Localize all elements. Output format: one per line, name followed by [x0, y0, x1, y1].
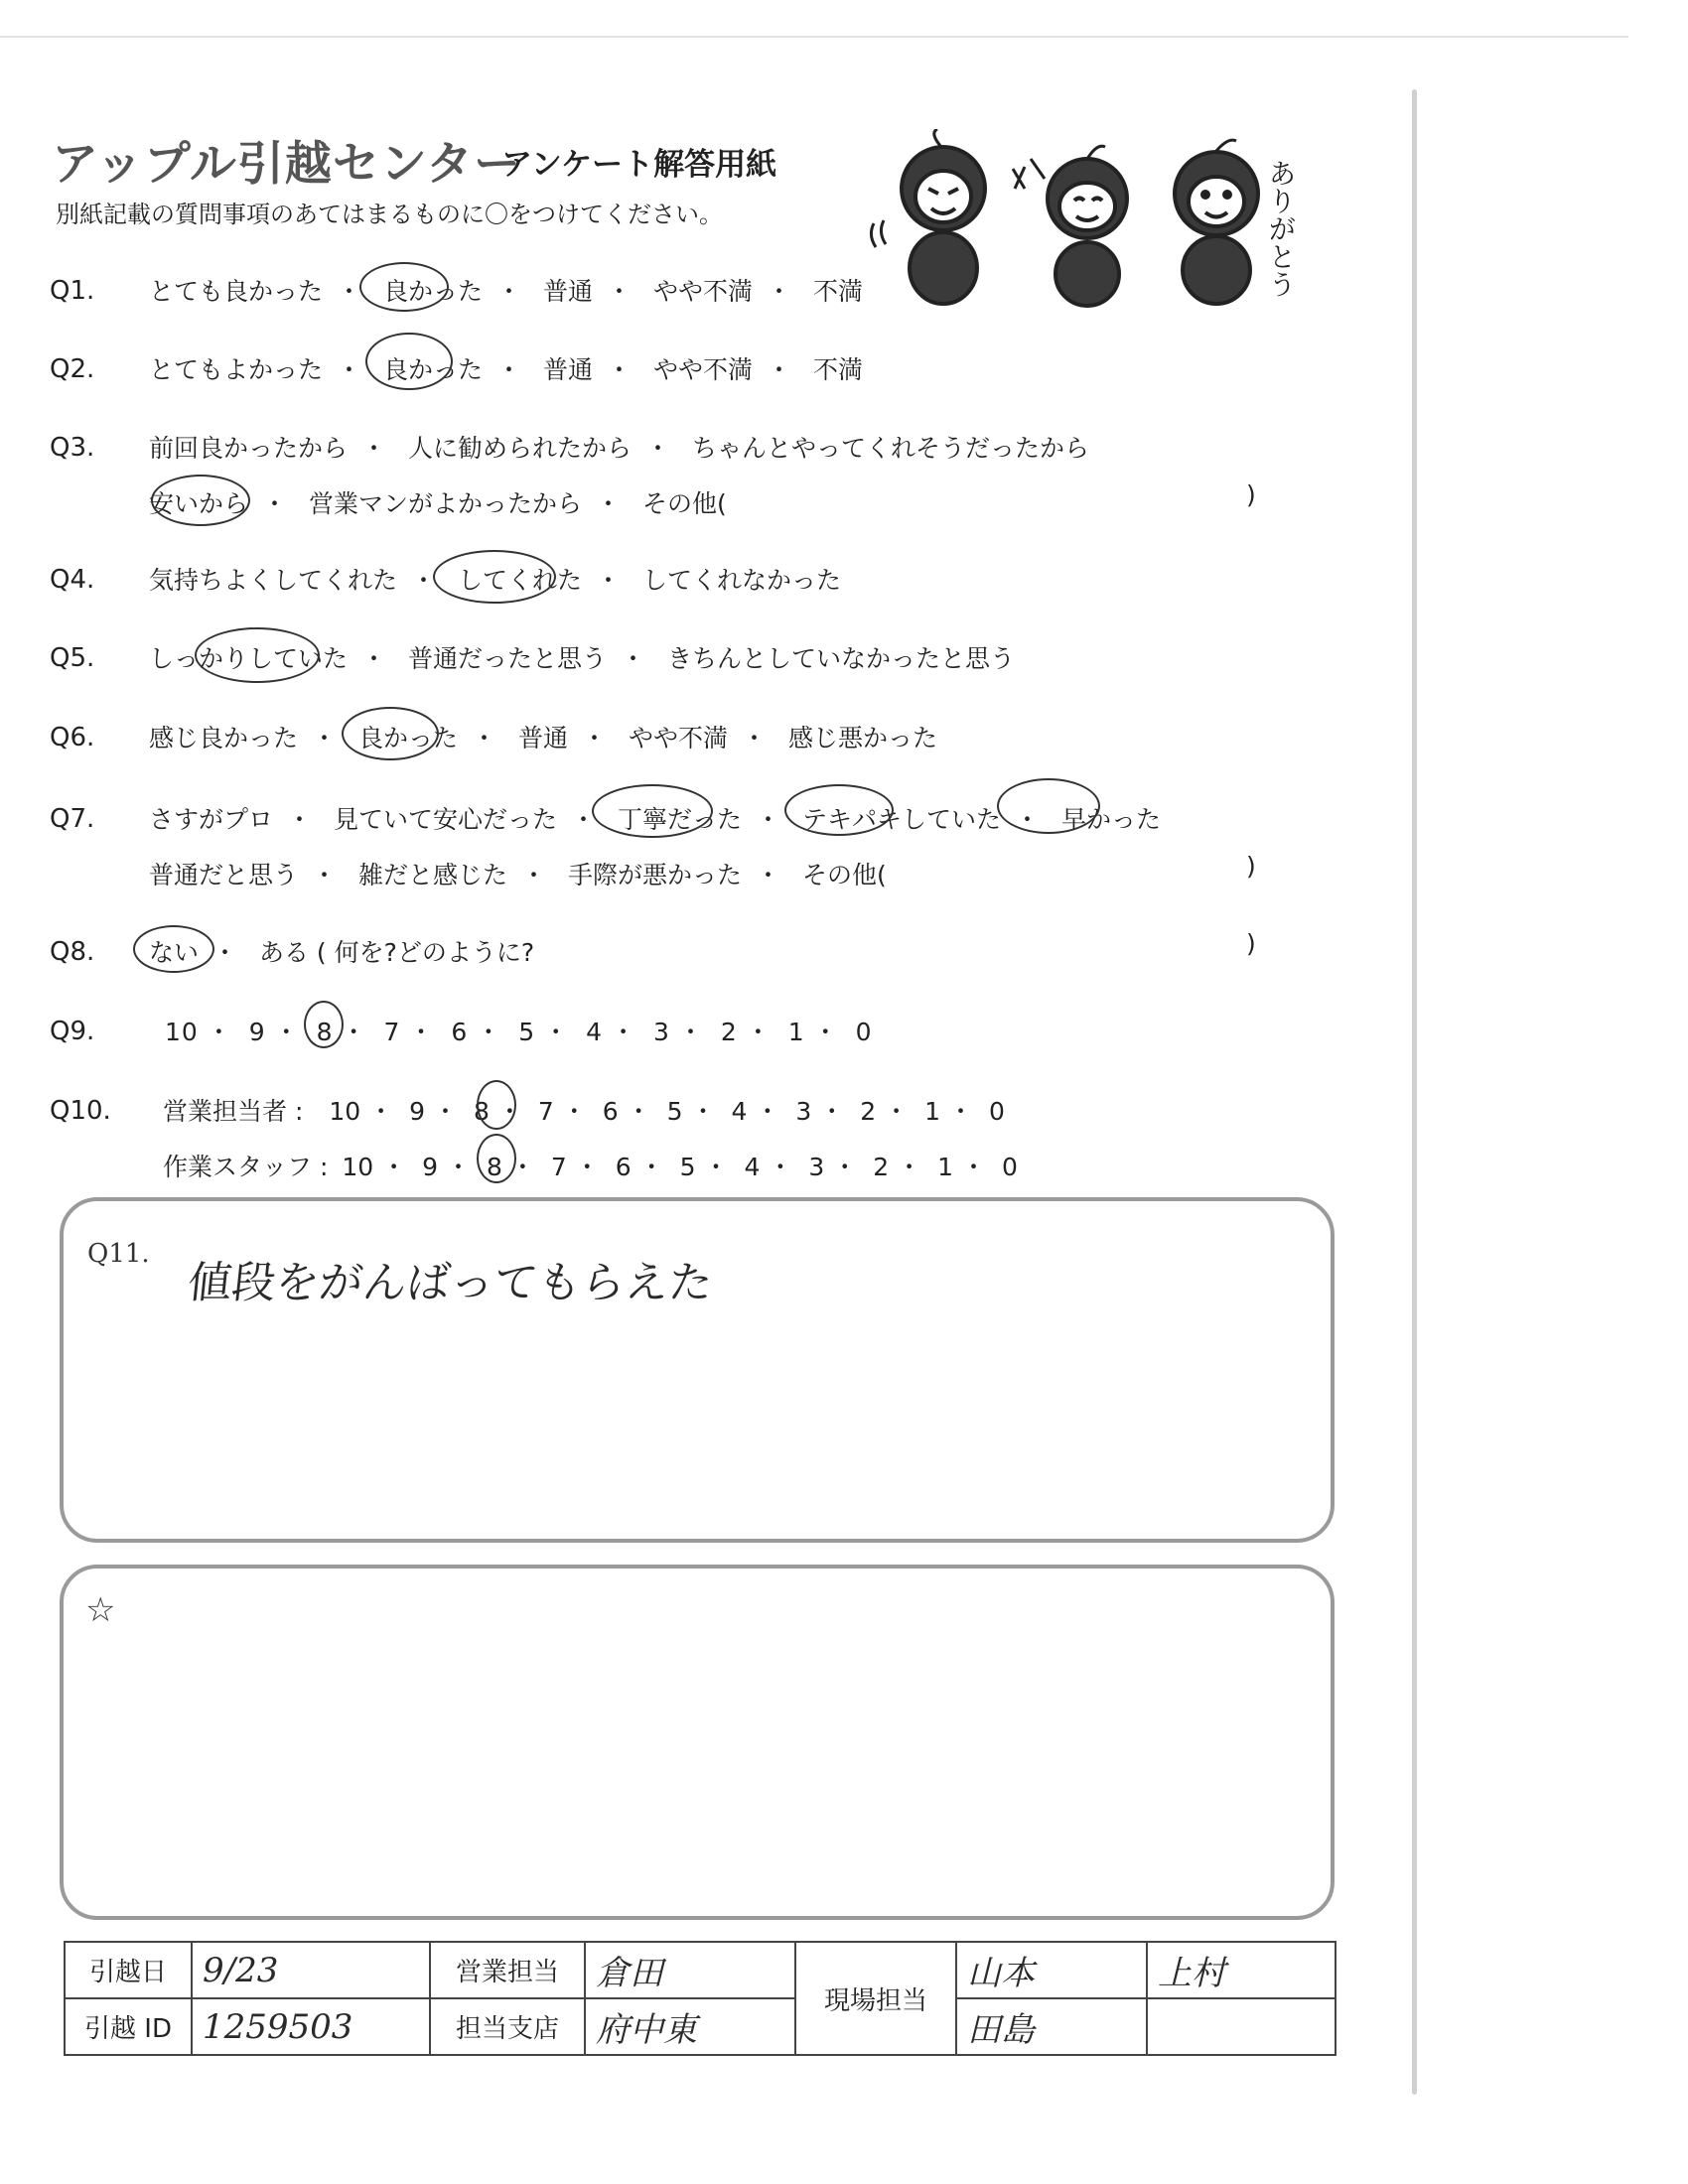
score[interactable]: 7	[383, 1018, 401, 1046]
score[interactable]: 6	[451, 1018, 469, 1046]
monkey-1-icon	[871, 129, 985, 304]
q5-label: Q5.	[50, 643, 95, 673]
option[interactable]: 雑だと感じた	[357, 861, 507, 889]
scan-edge-right	[1412, 89, 1417, 2095]
q9-answer-circle	[304, 1001, 344, 1048]
score[interactable]: 3	[653, 1018, 670, 1046]
q6-label: Q6.	[50, 723, 95, 752]
option[interactable]: 丁寧だった	[617, 805, 742, 834]
score[interactable]: 9	[422, 1153, 439, 1181]
score[interactable]: 2	[873, 1153, 890, 1181]
option[interactable]: ある ( 何を?どのように?	[258, 938, 535, 967]
score[interactable]: 1	[787, 1018, 805, 1046]
option[interactable]: さすがプロ	[149, 805, 274, 834]
option[interactable]: 普通だと思う	[149, 861, 299, 889]
q11-comment-box[interactable]	[60, 1197, 1335, 1543]
score[interactable]: 10	[329, 1097, 361, 1126]
q3-options-line2: 安いから ・ 営業マンがよかったから ・ その他(	[149, 484, 727, 520]
q8-label: Q8.	[50, 937, 95, 967]
q9-label: Q9.	[50, 1017, 95, 1046]
q7-options-line2: 普通だと思う ・ 雑だと感じた ・ 手際が悪かった ・ その他(	[149, 856, 887, 891]
q3-close-paren: )	[1246, 480, 1256, 509]
q6-options: 感じ良かった ・ 良かった ・ 普通 ・ やや不満 ・ 感じ悪かった	[149, 719, 937, 754]
option[interactable]: ちゃんとやってくれそうだったから	[691, 434, 1089, 463]
score[interactable]: 4	[731, 1097, 748, 1126]
site-staff-1[interactable]: 山本	[956, 1942, 1147, 1998]
option[interactable]: 早かった	[1060, 805, 1161, 834]
option[interactable]: 見ていて安心だった	[333, 805, 557, 834]
option[interactable]: テキパキしていた	[801, 805, 1001, 834]
scan-edge-top	[0, 36, 1628, 38]
score[interactable]: 5	[666, 1097, 683, 1126]
score[interactable]: 1	[937, 1153, 954, 1181]
q3-answer-circle	[151, 475, 250, 526]
company-name: アップル引越センター	[52, 137, 521, 192]
score[interactable]: 7	[550, 1153, 567, 1181]
site-staff-4[interactable]	[1147, 1998, 1336, 2055]
q7-label: Q7.	[50, 804, 95, 834]
q7-answer-circle-3	[997, 778, 1100, 834]
score[interactable]: 1	[924, 1097, 941, 1126]
move-info-table	[64, 1941, 1336, 2056]
option[interactable]: きちんとしていなかったと思う	[666, 644, 1015, 673]
option[interactable]: 普通	[542, 277, 593, 306]
q3-label: Q3.	[50, 433, 95, 463]
score[interactable]: 3	[795, 1097, 812, 1126]
score[interactable]: 8	[316, 1018, 334, 1046]
option[interactable]: 不満	[812, 355, 863, 384]
option[interactable]: とても良かった	[149, 277, 324, 306]
move-id-value[interactable]: 1259503	[192, 1998, 430, 2055]
q7-options-line1: さすがプロ ・ 見ていて安心だった ・ 丁寧だった ・ テキパキしていた ・ 早かった	[149, 800, 1161, 836]
option[interactable]: その他(	[641, 489, 727, 518]
option[interactable]: とてもよかった	[149, 355, 324, 384]
score[interactable]: 6	[602, 1097, 619, 1126]
site-staff-label: 現場担当	[795, 1942, 956, 2055]
option[interactable]: その他(	[801, 861, 887, 889]
q8-options: ない ・ ある ( 何を?どのように?	[149, 933, 534, 969]
option[interactable]: 感じ良かった	[149, 724, 299, 752]
monkey-mascots-illustration	[854, 129, 1321, 308]
option[interactable]: 前回良かったから	[149, 434, 349, 463]
q7-answer-circle-1	[592, 784, 713, 838]
option[interactable]: 普通	[517, 724, 568, 752]
option[interactable]: しっかりしていた	[149, 644, 349, 673]
star-icon: ☆	[85, 1590, 116, 1630]
score[interactable]: 8	[473, 1097, 490, 1126]
q3-options-line1: 前回良かったから ・ 人に勧められたから ・ ちゃんとやってくれそうだったから	[149, 429, 1089, 465]
option[interactable]: してくれた	[457, 566, 582, 595]
work-staff-label: 作業スタッフ :	[163, 1153, 329, 1181]
q1-label: Q1.	[50, 276, 95, 306]
free-comment-box[interactable]	[60, 1565, 1335, 1920]
score[interactable]: 0	[988, 1097, 1005, 1126]
q10-work-staff-options: 作業スタッフ : 10 ・ 9 ・ 8 ・ 7 ・ 6 ・ 5 ・ 4 ・ 3 ・ 2 ・ 1 ・ 0	[163, 1148, 1018, 1183]
option[interactable]: 安いから	[149, 489, 249, 518]
score[interactable]: 4	[586, 1018, 604, 1046]
site-staff-3[interactable]: 田島	[956, 1998, 1147, 2055]
branch-value[interactable]: 府中東	[585, 1998, 795, 2055]
q1-answer-circle	[359, 262, 449, 312]
option[interactable]: 普通	[542, 355, 593, 384]
option[interactable]: 感じ悪かった	[787, 724, 937, 752]
option[interactable]: 良かった	[357, 724, 458, 752]
q7-answer-circle-2	[784, 784, 894, 836]
sales-rep-label: 営業担当	[430, 1942, 585, 1998]
q10-sales-options: 営業担当者 : 10 ・ 9 ・ 8 ・ 7 ・ 6 ・ 5 ・ 4 ・ 3 ・ 2 ・ 1 ・ 0	[163, 1092, 1005, 1128]
q4-options: 気持ちよくしてくれた ・ してくれた ・ してくれなかった	[149, 561, 841, 597]
thanks-text: ありがとう	[1264, 159, 1298, 298]
q6-answer-circle	[342, 707, 439, 760]
option[interactable]: 人に勧められたから	[407, 434, 632, 463]
q1-options: とても良かった ・ 良かった ・ 普通 ・ やや不満 ・ 不満	[149, 272, 863, 308]
move-date-value[interactable]: 9/23	[192, 1942, 430, 1998]
q2-label: Q2.	[50, 354, 95, 384]
monkey-3-icon	[1175, 140, 1258, 304]
option[interactable]: ない	[149, 938, 200, 967]
q8-close-paren: )	[1246, 929, 1256, 958]
score[interactable]: 10	[165, 1018, 199, 1046]
site-staff-2[interactable]: 上村	[1147, 1942, 1336, 1998]
q10-sales-answer-circle	[477, 1080, 516, 1130]
score[interactable]: 5	[518, 1018, 536, 1046]
score[interactable]: 0	[1001, 1153, 1018, 1181]
option[interactable]: 普通だったと思う	[407, 644, 607, 673]
option[interactable]: してくれなかった	[641, 566, 841, 595]
option[interactable]: 良かった	[382, 277, 483, 306]
q7-close-paren: )	[1246, 852, 1256, 881]
score[interactable]: 9	[409, 1097, 426, 1126]
option[interactable]: 良かった	[382, 355, 483, 384]
score[interactable]: 2	[860, 1097, 877, 1126]
option[interactable]: やや不満	[652, 277, 753, 306]
q2-answer-circle	[365, 333, 453, 390]
instruction-text: 別紙記載の質問事項のあてはまるものに〇をつけてください。	[56, 201, 723, 228]
option[interactable]: やや不満	[652, 355, 753, 384]
form-title: アンケート解答用紙	[501, 147, 777, 183]
q4-label: Q4.	[50, 565, 95, 595]
score[interactable]: 5	[679, 1153, 696, 1181]
score[interactable]: 3	[808, 1153, 825, 1181]
branch-label: 担当支店	[430, 1998, 585, 2055]
q9-options: 10 ・ 9 ・ 8 ・ 7 ・ 6 ・ 5 ・ 4 ・ 3 ・ 2 ・ 1 ・ 0	[165, 1018, 873, 1046]
option[interactable]: 不満	[812, 277, 863, 306]
q5-options: しっかりしていた ・ 普通だったと思う ・ きちんとしていなかったと思う	[149, 639, 1015, 675]
q10-work-answer-circle	[477, 1134, 516, 1183]
score[interactable]: 7	[537, 1097, 554, 1126]
score[interactable]: 10	[342, 1153, 374, 1181]
move-id-label: 引越 ID	[65, 1998, 192, 2055]
q10-label: Q10.	[50, 1096, 111, 1126]
q8-answer-circle	[133, 925, 214, 973]
score[interactable]: 2	[720, 1018, 738, 1046]
score[interactable]: 6	[615, 1153, 632, 1181]
q5-answer-circle	[195, 627, 320, 683]
q11-handwritten-answer: 値段をがんばってもらえた	[185, 1258, 716, 1308]
option[interactable]: 気持ちよくしてくれた	[149, 566, 398, 595]
score[interactable]: 0	[855, 1018, 873, 1046]
q11-label: Q11.	[87, 1239, 150, 1269]
score[interactable]: 8	[486, 1153, 502, 1181]
score[interactable]: 9	[248, 1018, 266, 1046]
move-date-label: 引越日	[65, 1942, 192, 1998]
sales-rep-value[interactable]: 倉田	[585, 1942, 795, 1998]
option[interactable]: 手際が悪かった	[567, 861, 742, 889]
sales-staff-label: 営業担当者 :	[163, 1097, 304, 1126]
q4-answer-circle	[433, 550, 556, 604]
option[interactable]: 営業マンがよかったから	[308, 489, 582, 518]
score[interactable]: 4	[744, 1153, 761, 1181]
q2-options: とてもよかった ・ 良かった ・ 普通 ・ やや不満 ・ 不満	[149, 350, 863, 386]
option[interactable]: やや不満	[628, 724, 728, 752]
monkey-2-icon	[1013, 146, 1127, 306]
